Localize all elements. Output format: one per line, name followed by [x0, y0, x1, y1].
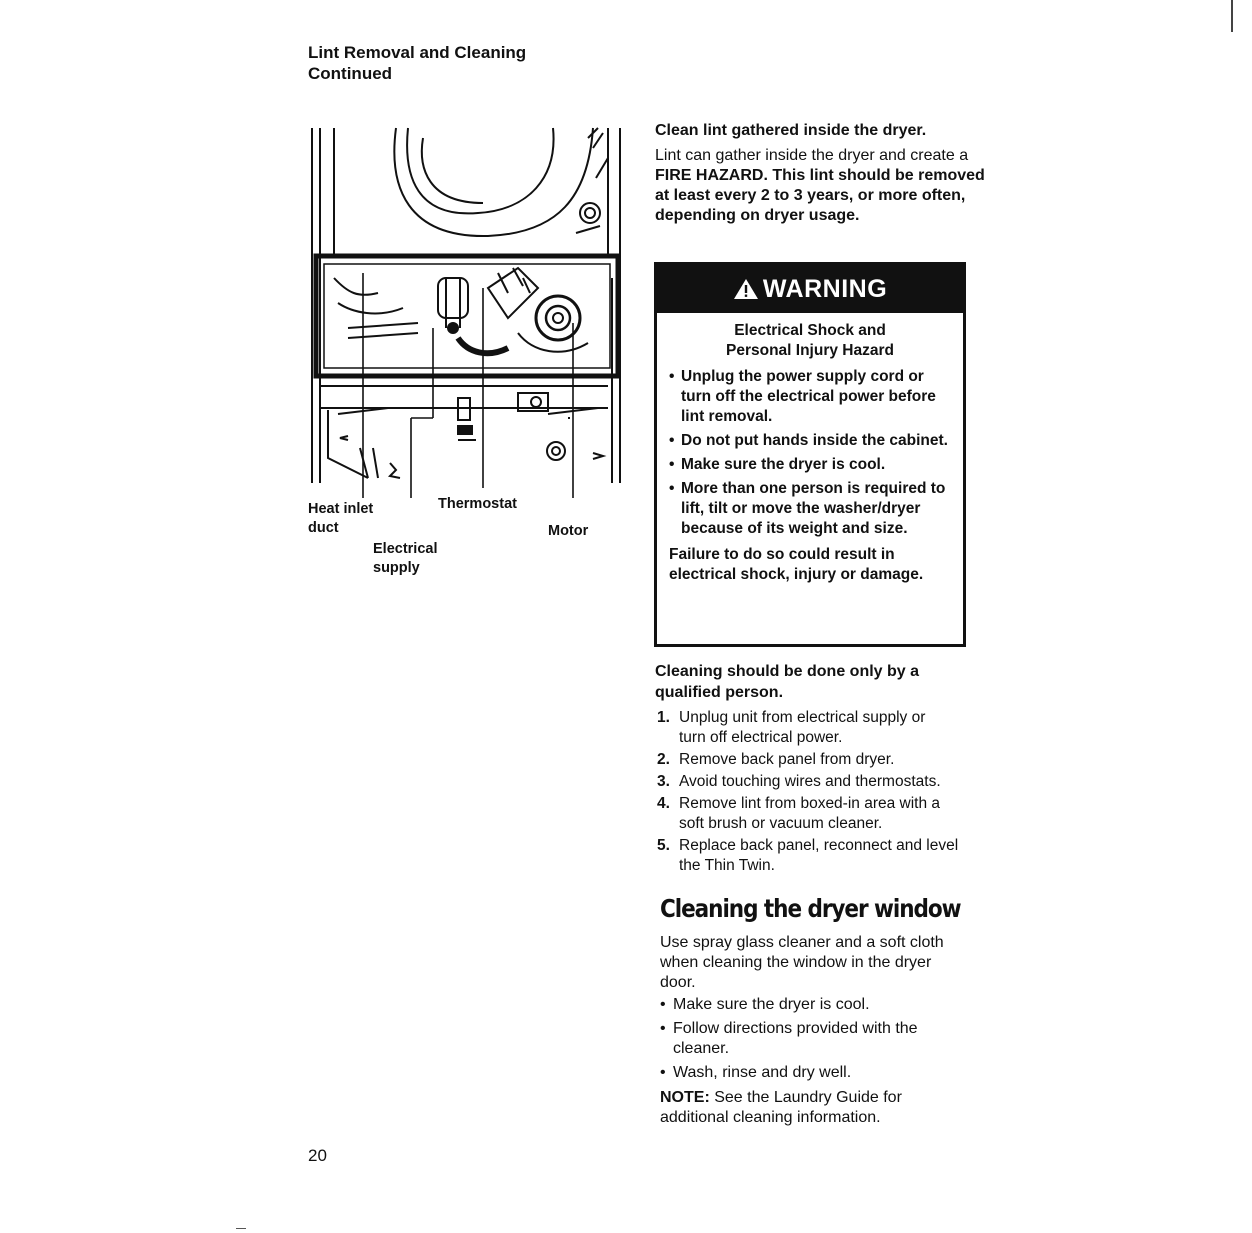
- page-number: 20: [308, 1146, 327, 1165]
- warning-subtitle: Electrical Shock and Personal Injury Hazard: [726, 322, 894, 359]
- section-header: [308, 42, 526, 84]
- window-note: NOTE: See the Laundry Guide for additional cleaning information.: [660, 1089, 902, 1126]
- dryer-illustration: [308, 118, 628, 498]
- callout-motor: Motor: [548, 523, 589, 539]
- callout-heat-inlet: Heat inlet duct: [308, 501, 374, 536]
- cleaning-steps: [657, 708, 987, 878]
- warning-item: • More than one person is required to lift, tilt or move the washer/dryer because of its weight and size.: [669, 479, 957, 539]
- warning-title: WARNING: [762, 274, 888, 303]
- step-item: 1. Unplug unit from electrical supply or turn off electrical power.: [657, 709, 926, 746]
- callout-thermostat: Thermostat: [438, 496, 517, 512]
- warning-box: [654, 262, 966, 647]
- step-item: 2. Remove back panel from dryer.: [657, 751, 895, 768]
- window-item: • Wash, rinse and dry well.: [660, 1063, 970, 1083]
- warning-item: • Make sure the dryer is cool.: [669, 455, 957, 475]
- window-item: • Follow directions provided with the cleaner.: [660, 1019, 970, 1059]
- step-item: 5. Replace back panel, reconnect and level the Thin Twin.: [657, 837, 959, 874]
- section-subtitle: Continued: [308, 64, 393, 83]
- margin-mark: [1231, 0, 1233, 32]
- warning-list: [657, 367, 963, 539]
- warning-item: • Unplug the power supply cord or turn off the electrical power before lint removal.: [669, 367, 957, 427]
- step-item: 4. Remove lint from boxed-in area with a soft brush or vacuum cleaner.: [657, 795, 941, 832]
- lead-heading: Clean lint gathered inside the dryer.: [655, 122, 927, 139]
- window-intro: Use spray glass cleaner and a soft cloth when cleaning the window in the dryer door.: [660, 934, 944, 991]
- window-heading: Cleaning the dryer window: [660, 894, 961, 923]
- window-list: [660, 995, 970, 1087]
- warning-banner: [657, 265, 963, 313]
- dryer-diagram: [308, 118, 628, 588]
- warning-failure-text: Failure to do so could result in electrical shock, injury or damage.: [669, 546, 924, 583]
- step-item: 3. Avoid touching wires and thermostats.: [657, 773, 941, 790]
- section-title: Lint Removal and Cleaning: [308, 43, 527, 62]
- warning-item: • Do not put hands inside the cabinet.: [669, 431, 957, 451]
- warning-triangle-icon: [733, 277, 759, 301]
- window-item: • Make sure the dryer is cool.: [660, 995, 970, 1015]
- cleaning-heading: Cleaning should be done only by a qualified person.: [655, 663, 920, 701]
- lead-paragraph: Lint can gather inside the dryer and create a FIRE HAZARD. This lint should be removed at least every 2 to 3 years, or more often, depending on dryer usage.: [655, 147, 985, 224]
- scan-mark: [236, 1228, 246, 1229]
- callout-electrical-supply: Electrical supply: [373, 541, 438, 576]
